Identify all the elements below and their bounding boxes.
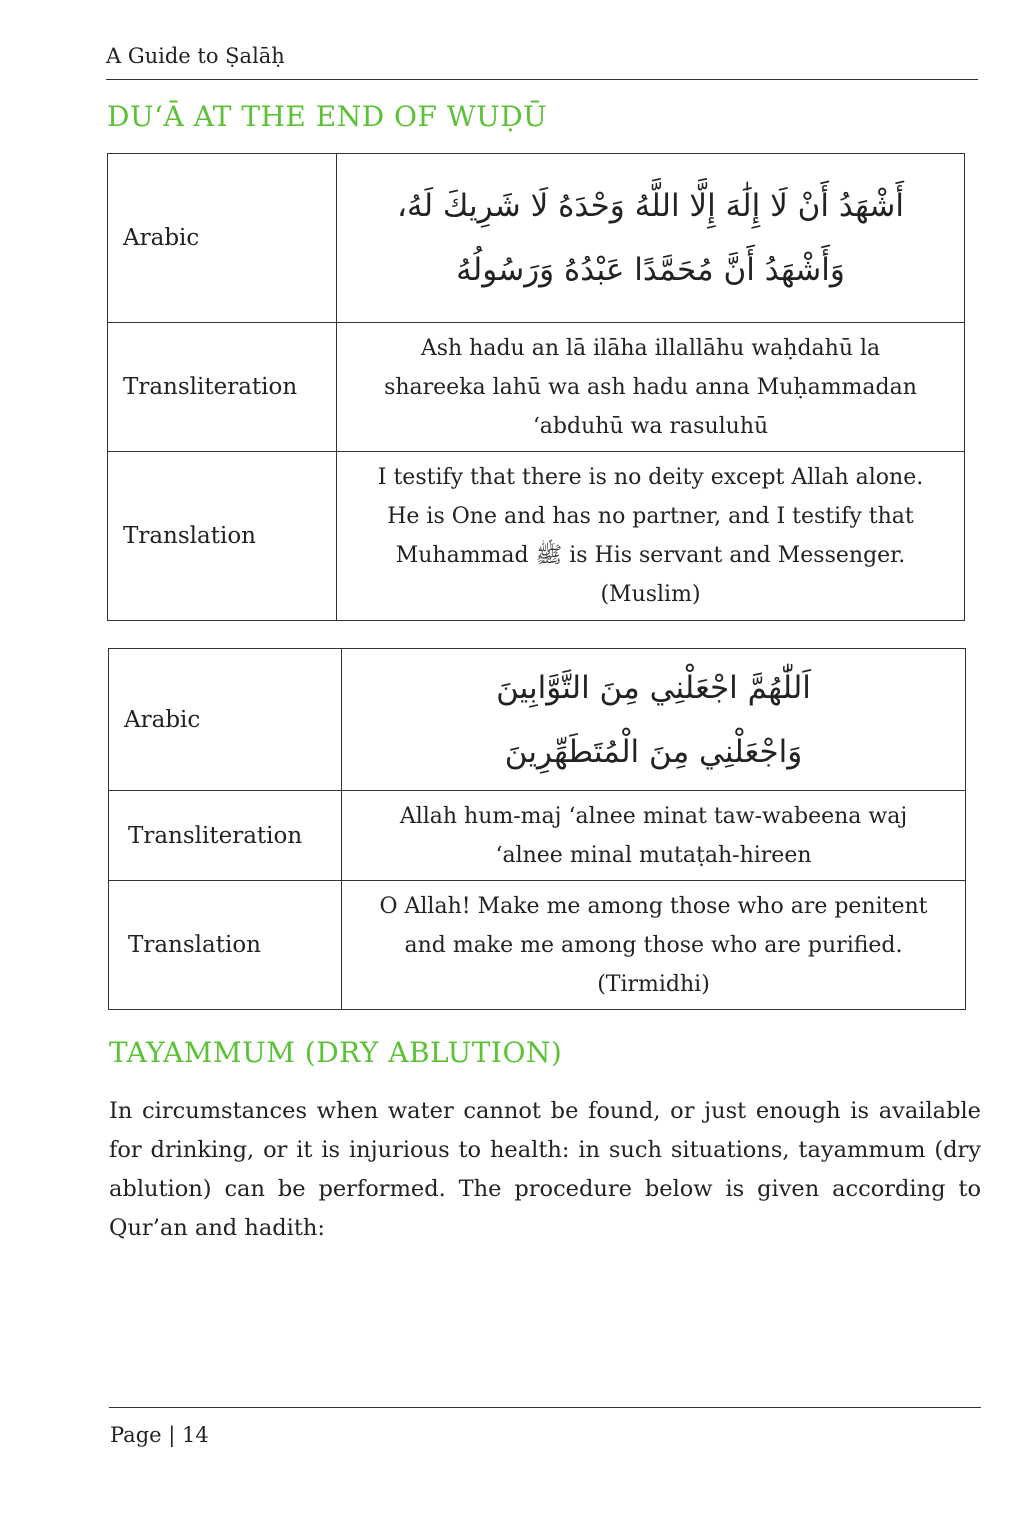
table-row-arabic — [108, 154, 965, 323]
text-line: ‘abduhū wa rasuluhū — [532, 413, 769, 439]
page-number: Page | 14 — [110, 1423, 209, 1447]
arabic-line: أَشْهَدُ أَنْ لَا إِلَٰهَ إِلَّا اللَّهُ وَحْدَهُ لَا شَرِيكَ لَهُ، — [396, 188, 905, 224]
footer-divider — [109, 1407, 981, 1408]
transliteration-text — [337, 323, 965, 452]
arabic-text — [337, 154, 965, 323]
row-label-translation: Translation — [109, 881, 342, 1010]
translation-text — [342, 881, 966, 1010]
row-label-translation: Translation — [108, 452, 337, 621]
text-line: ‘alnee minal mutaṭah-hireen — [495, 842, 812, 868]
arabic-line: وَأَشْهَدُ أَنَّ مُحَمَّدًا عَبْدُهُ وَرَسُولُهُ — [456, 252, 845, 288]
arabic-text — [342, 649, 966, 791]
text-line: shareeka lahū wa ash hadu anna Muḥammadan — [384, 374, 917, 400]
translation-text — [337, 452, 965, 621]
table-row-arabic — [109, 649, 966, 791]
table-row-transliteration — [108, 323, 965, 452]
dua-table-wudu — [107, 153, 965, 621]
table-row-translation — [109, 881, 966, 1010]
arabic-line: وَاجْعَلْنِي مِنَ الْمُتَطَهِّرِينَ — [504, 733, 803, 770]
row-label-transliteration: Transliteration — [109, 791, 342, 881]
text-line: He is One and has no partner, and I testify that — [387, 504, 914, 529]
row-label-arabic: Arabic — [109, 649, 342, 791]
row-label-transliteration: Transliteration — [108, 323, 337, 452]
table-row-translation — [108, 452, 965, 621]
header-divider — [106, 79, 978, 80]
text-line: I testify that there is no deity except Allah alone. — [377, 465, 924, 490]
dua-table-penitent — [108, 648, 966, 1010]
arabic-line: اَللّٰهُمَّ اجْعَلْنِي مِنَ التَّوَّابِينَ — [496, 669, 811, 706]
row-label-arabic: Arabic — [108, 154, 337, 323]
citation: (Tirmidhi) — [597, 971, 710, 997]
section-heading-dua: DU‘Ā AT THE END OF WUḌŪ — [107, 100, 548, 133]
text-line: Ash hadu an lā ilāha illallāhu waḥdahū la — [420, 335, 881, 361]
text-line: Muhammad ﷺ is His servant and Messenger. — [395, 543, 906, 568]
running-header: A Guide to Ṣalāḥ — [106, 44, 285, 68]
table-row-transliteration — [109, 791, 966, 881]
text-line: O Allah! Make me among those who are penitent — [379, 893, 928, 919]
text-line: and make me among those who are purified. — [404, 932, 903, 958]
text-line: Allah hum-maj ‘alnee minat taw-wabeena waj — [399, 803, 908, 829]
section-heading-tayammum: TAYAMMUM (DRY ABLUTION) — [109, 1036, 563, 1069]
citation: (Muslim) — [600, 582, 701, 607]
body-paragraph: In circumstances when water cannot be found, or just enough is available for drinking, or it is injurious to health: in such situations, tayammum (dry ablution) can be performed. The procedure below is given according to Qur’an and hadith: — [109, 1098, 981, 1241]
transliteration-text — [342, 791, 966, 881]
